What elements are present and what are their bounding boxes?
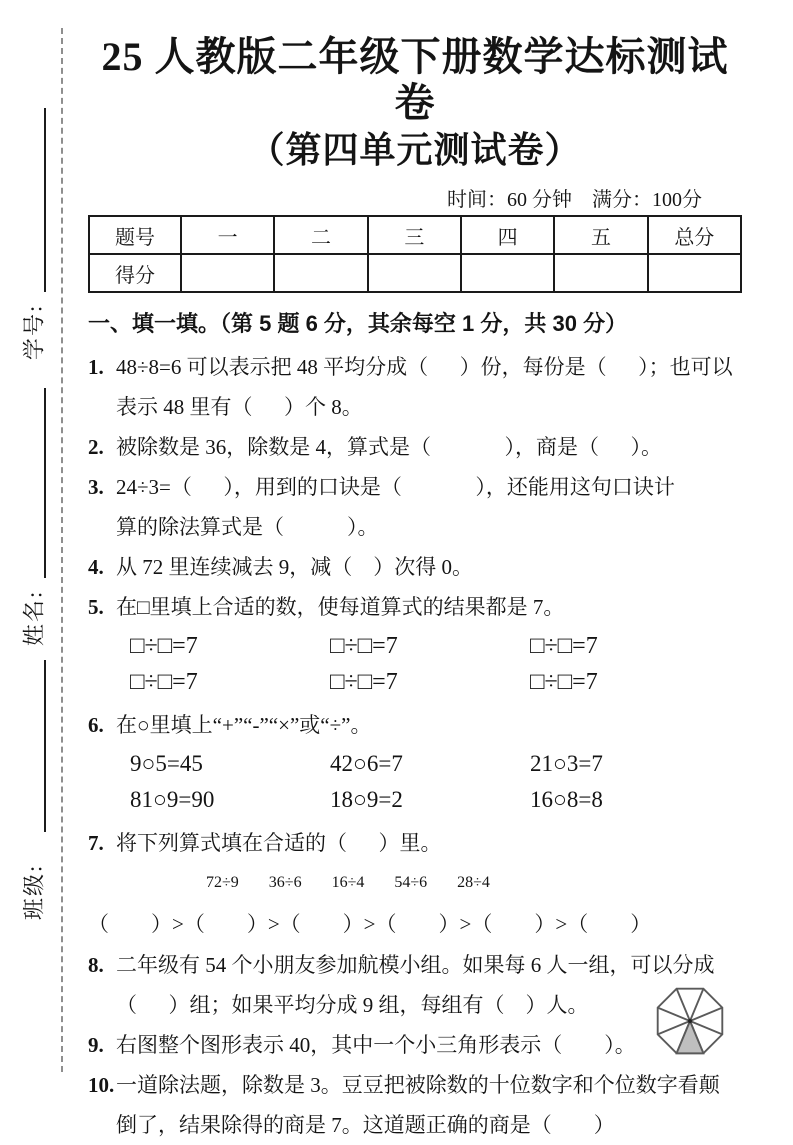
score-table-header-cell: 四 bbox=[461, 216, 554, 254]
question-number: 7. bbox=[88, 831, 104, 856]
score-table-header-row bbox=[89, 216, 741, 254]
score-table-header-cell: 三 bbox=[368, 216, 461, 254]
question-6 bbox=[88, 705, 742, 745]
question-line: 算的除法算式是（ ）。 bbox=[116, 515, 379, 540]
score-table-header-cell: 五 bbox=[554, 216, 647, 254]
score-table-header-cell: 总分 bbox=[648, 216, 741, 254]
comparison-row: （ ）>（ ）>（ ）>（ ）>（ ）>（ ） bbox=[88, 912, 652, 937]
equation-item: □÷□=7 bbox=[330, 633, 398, 660]
score-cell[interactable] bbox=[274, 254, 367, 292]
question-10 bbox=[88, 1065, 742, 1145]
question-line: 二年级有 54 个小朋友参加航模小组。如果每 6 人一组，可以分成 bbox=[116, 953, 715, 978]
equation-item: □÷□=7 bbox=[130, 669, 198, 696]
question-line: 从 72 里连续减去 9，减（ ）次得 0。 bbox=[116, 555, 473, 580]
question-number: 2. bbox=[88, 435, 104, 460]
question-stem: 在○里填上“+”“-”“×”或“÷”。 bbox=[116, 713, 372, 738]
paper-title: 25 人教版二年级下册数学达标测试卷 bbox=[101, 34, 729, 125]
expression-item: 28÷4 bbox=[457, 874, 490, 892]
expression-item: 9○5=45 bbox=[130, 751, 203, 777]
equation-row bbox=[130, 665, 742, 699]
score-table bbox=[88, 215, 742, 293]
score-cell[interactable] bbox=[181, 254, 274, 292]
question-stem: 将下列算式填在合适的（ ）里。 bbox=[116, 831, 442, 856]
expression-item: 21○3=7 bbox=[530, 751, 603, 777]
expression-item: 18○9=2 bbox=[330, 787, 403, 813]
question-5 bbox=[88, 587, 742, 627]
time-score-info: 时间：60 分钟 满分：100分 bbox=[447, 189, 702, 212]
name-label: 姓名: bbox=[21, 589, 47, 647]
question-number: 3. bbox=[88, 475, 104, 500]
question-line: 右图整个图形表示 40，其中一个小三角形表示（ ）。 bbox=[116, 1033, 636, 1058]
score-row-label: 得分 bbox=[89, 254, 181, 292]
expression-item: 16÷4 bbox=[331, 874, 365, 892]
question-line: 一道除法题，除数是 3。豆豆把被除数的十位数字和个位数字看颠 bbox=[116, 1073, 720, 1098]
write-line bbox=[44, 660, 46, 832]
expression-row bbox=[130, 747, 742, 781]
question-number: 1. bbox=[88, 355, 104, 380]
score-table-header-cell: 二 bbox=[274, 216, 367, 254]
score-cell[interactable] bbox=[461, 254, 554, 292]
question-line: （ ）组；如果平均分成 9 组，每组有（ ）人。 bbox=[116, 993, 589, 1018]
expression-item: 72÷9 bbox=[206, 874, 239, 892]
question-number: 9. bbox=[88, 1033, 104, 1058]
question-number: 4. bbox=[88, 555, 104, 580]
expression-item: 81○9=90 bbox=[130, 787, 215, 813]
student-id-label: 学号: bbox=[21, 303, 47, 361]
score-cell[interactable] bbox=[648, 254, 741, 292]
question-8 bbox=[88, 945, 742, 1025]
question-1 bbox=[88, 347, 742, 427]
question-7 bbox=[88, 823, 742, 863]
expression-item: 36÷6 bbox=[268, 874, 302, 892]
question-line: 倒了，结果除得的商是 7。这道题正确的商是（ ） bbox=[116, 1113, 615, 1138]
class-label: 班级: bbox=[21, 863, 47, 921]
expression-item: 54÷6 bbox=[394, 874, 428, 892]
score-table-score-row bbox=[89, 254, 741, 292]
write-line bbox=[44, 108, 46, 292]
score-cell[interactable] bbox=[554, 254, 647, 292]
question-number: 5. bbox=[88, 595, 104, 620]
paper-subtitle: （第四单元测试卷） bbox=[248, 130, 582, 170]
dashed-cut-line bbox=[61, 28, 63, 1072]
equation-item: □÷□=7 bbox=[130, 633, 198, 660]
equation-item: □÷□=7 bbox=[530, 633, 598, 660]
question-line: 48÷8=6 可以表示把 48 平均分成（ ）份，每份是（ ）；也可以 bbox=[116, 355, 733, 380]
question-stem: 在□里填上合适的数，使每道算式的结果都是 7。 bbox=[116, 595, 565, 620]
question-number: 6. bbox=[88, 713, 104, 738]
octagon-figure bbox=[652, 983, 728, 1059]
equation-item: □÷□=7 bbox=[330, 669, 398, 696]
question-line: 24÷3=（ ），用到的口诀是（ ），还能用这句口诀计 bbox=[116, 475, 675, 500]
question-line: 被除数是 36，除数是 4，算式是（ ），商是（ ）。 bbox=[116, 435, 662, 460]
expression-item: 42○6=7 bbox=[330, 751, 403, 777]
question-2 bbox=[88, 427, 742, 467]
center-dot bbox=[688, 1019, 692, 1023]
score-table-header-cell: 一 bbox=[181, 216, 274, 254]
question-line: 表示 48 里有（ ）个 8。 bbox=[116, 395, 363, 420]
section-heading: 一、填一填。（第 5 题 6 分，其余每空 1 分，共 30 分） bbox=[88, 311, 628, 337]
write-line bbox=[44, 388, 46, 578]
equation-row bbox=[130, 629, 742, 663]
equation-item: □÷□=7 bbox=[530, 669, 598, 696]
score-cell[interactable] bbox=[368, 254, 461, 292]
question-number: 8. bbox=[88, 953, 104, 978]
expression-row bbox=[130, 783, 742, 817]
division-expression-row bbox=[206, 863, 742, 903]
question-number: 10. bbox=[88, 1073, 115, 1098]
question-4 bbox=[88, 547, 742, 587]
score-table-header-cell: 题号 bbox=[89, 216, 181, 254]
question-3 bbox=[88, 467, 742, 547]
expression-item: 16○8=8 bbox=[530, 787, 603, 813]
question-9 bbox=[88, 1025, 742, 1065]
